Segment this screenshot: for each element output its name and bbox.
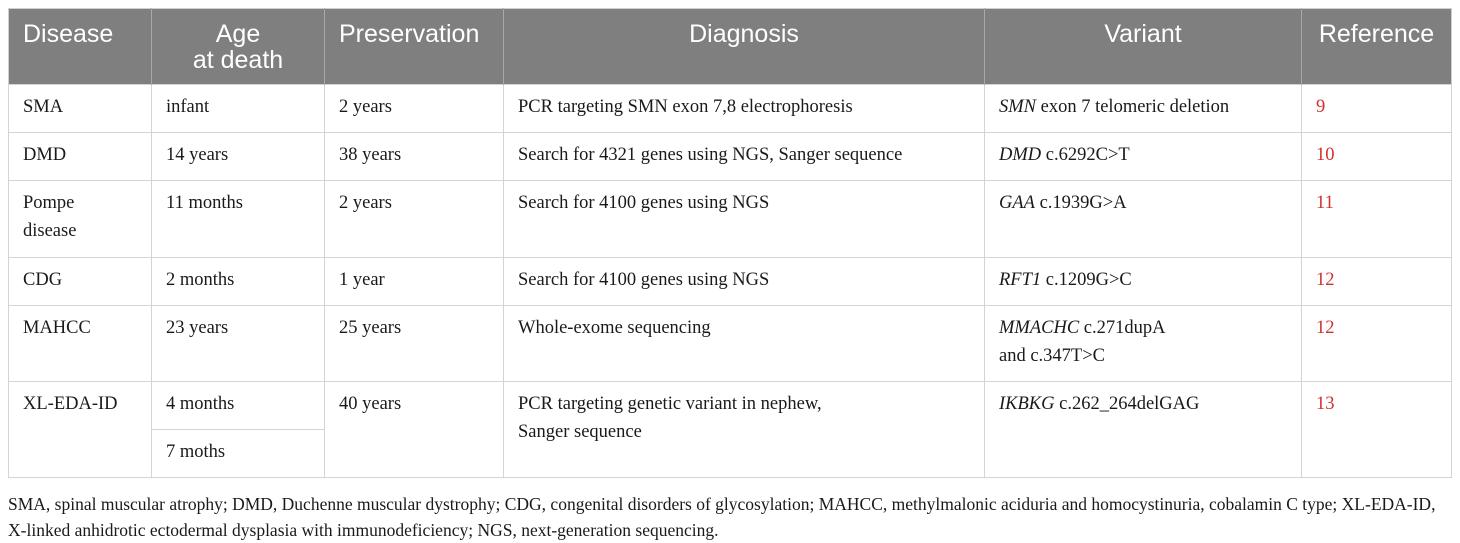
disease-line2: disease	[23, 221, 77, 241]
variant-gene: SMN	[999, 97, 1036, 117]
variant-gene: MMACHC	[999, 318, 1080, 338]
cell-diagnosis: Search for 4100 genes using NGS	[504, 181, 985, 258]
variant-gene: GAA	[999, 193, 1035, 213]
variant-gene: RFT1	[999, 270, 1042, 290]
cell-preservation: 2 years	[325, 85, 504, 133]
variant-detail: c.262_264delGAG	[1054, 394, 1200, 414]
cell-diagnosis: PCR targeting SMN exon 7,8 electrophoresis	[504, 85, 985, 133]
diagnosis-line2: Sanger sequence	[518, 422, 642, 442]
diagnosis-line1: PCR targeting genetic variant in nephew,	[518, 394, 822, 414]
header-reference: Reference	[1302, 9, 1452, 85]
cell-reference	[1302, 382, 1452, 478]
cell-preservation: 38 years	[325, 133, 504, 181]
cell-disease: DMD	[9, 133, 152, 181]
cell-age: 23 years	[152, 306, 325, 382]
table-footnote: SMA, spinal muscular atrophy; DMD, Duchenne muscular dystrophy; CDG, congenital disorders of glycosylation; MAHCC, methylmalonic aciduria and homocystinuria, cobalamin C type; XL-EDA-ID, X-linked anhidrotic ectodermal dysplasia with immunodeficiency; NGS, next-generation sequencing.	[8, 494, 1436, 540]
variant-detail: c.1939G>A	[1034, 193, 1127, 213]
cell-age: 2 months	[152, 258, 325, 306]
cell-disease	[9, 181, 152, 258]
table-row	[9, 85, 1452, 133]
disease-line1: Pompe	[23, 193, 75, 213]
cell-reference	[1302, 258, 1452, 306]
cell-preservation: 40 years	[325, 382, 504, 478]
cell-reference	[1302, 85, 1452, 133]
table-row	[9, 133, 1452, 181]
table-row	[9, 181, 1452, 258]
variant-detail: c.6292C>T	[1041, 145, 1130, 165]
variant-detail: exon 7 telomeric deletion	[1036, 97, 1230, 117]
cell-diagnosis: Whole-exome sequencing	[504, 306, 985, 382]
header-disease: Disease	[9, 9, 152, 85]
variant-line2: and c.347T>C	[999, 346, 1105, 366]
cell-preservation: 1 year	[325, 258, 504, 306]
cell-diagnosis: Search for 4321 genes using NGS, Sanger sequence	[504, 133, 985, 181]
variant-detail: c.1209G>C	[1041, 270, 1132, 290]
reference-link[interactable]: 9	[1316, 97, 1326, 117]
cell-variant	[985, 181, 1302, 258]
cell-variant	[985, 258, 1302, 306]
reference-link[interactable]: 12	[1316, 270, 1335, 290]
cell-age: 14 years	[152, 133, 325, 181]
cell-diagnosis	[504, 382, 985, 478]
header-age-at-death	[152, 9, 325, 85]
variant-gene: DMD	[999, 145, 1042, 165]
reference-link[interactable]: 13	[1316, 394, 1335, 414]
header-age-line2: at death	[192, 46, 284, 74]
header-row	[9, 9, 1452, 85]
cell-age: infant	[152, 85, 325, 133]
cell-reference	[1302, 181, 1452, 258]
variant-detail: c.271dupA	[1079, 318, 1166, 338]
cell-preservation: 2 years	[325, 181, 504, 258]
header-preservation: Preservation	[325, 9, 504, 85]
data-table	[8, 8, 1452, 478]
cell-disease: XL-EDA-ID	[9, 382, 152, 478]
cell-variant	[985, 85, 1302, 133]
cell-variant	[985, 133, 1302, 181]
header-variant: Variant	[985, 9, 1302, 85]
table-row	[9, 258, 1452, 306]
cell-age: 11 months	[152, 181, 325, 258]
reference-link[interactable]: 12	[1316, 318, 1335, 338]
cell-age: 7 moths	[152, 430, 325, 478]
table-row	[9, 306, 1452, 382]
cell-disease: MAHCC	[9, 306, 152, 382]
cell-reference	[1302, 306, 1452, 382]
header-age-line1: Age	[215, 20, 261, 48]
cell-variant	[985, 306, 1302, 382]
cell-reference	[1302, 133, 1452, 181]
header-diagnosis: Diagnosis	[504, 9, 985, 85]
cell-preservation: 25 years	[325, 306, 504, 382]
reference-link[interactable]: 10	[1316, 145, 1335, 165]
variant-gene: IKBKG	[999, 394, 1055, 414]
table-row	[9, 382, 1452, 430]
cell-age: 4 months	[152, 382, 325, 430]
reference-link[interactable]: 11	[1316, 193, 1334, 213]
cell-diagnosis: Search for 4100 genes using NGS	[504, 258, 985, 306]
cell-disease: SMA	[9, 85, 152, 133]
cell-variant	[985, 382, 1302, 478]
cell-disease: CDG	[9, 258, 152, 306]
